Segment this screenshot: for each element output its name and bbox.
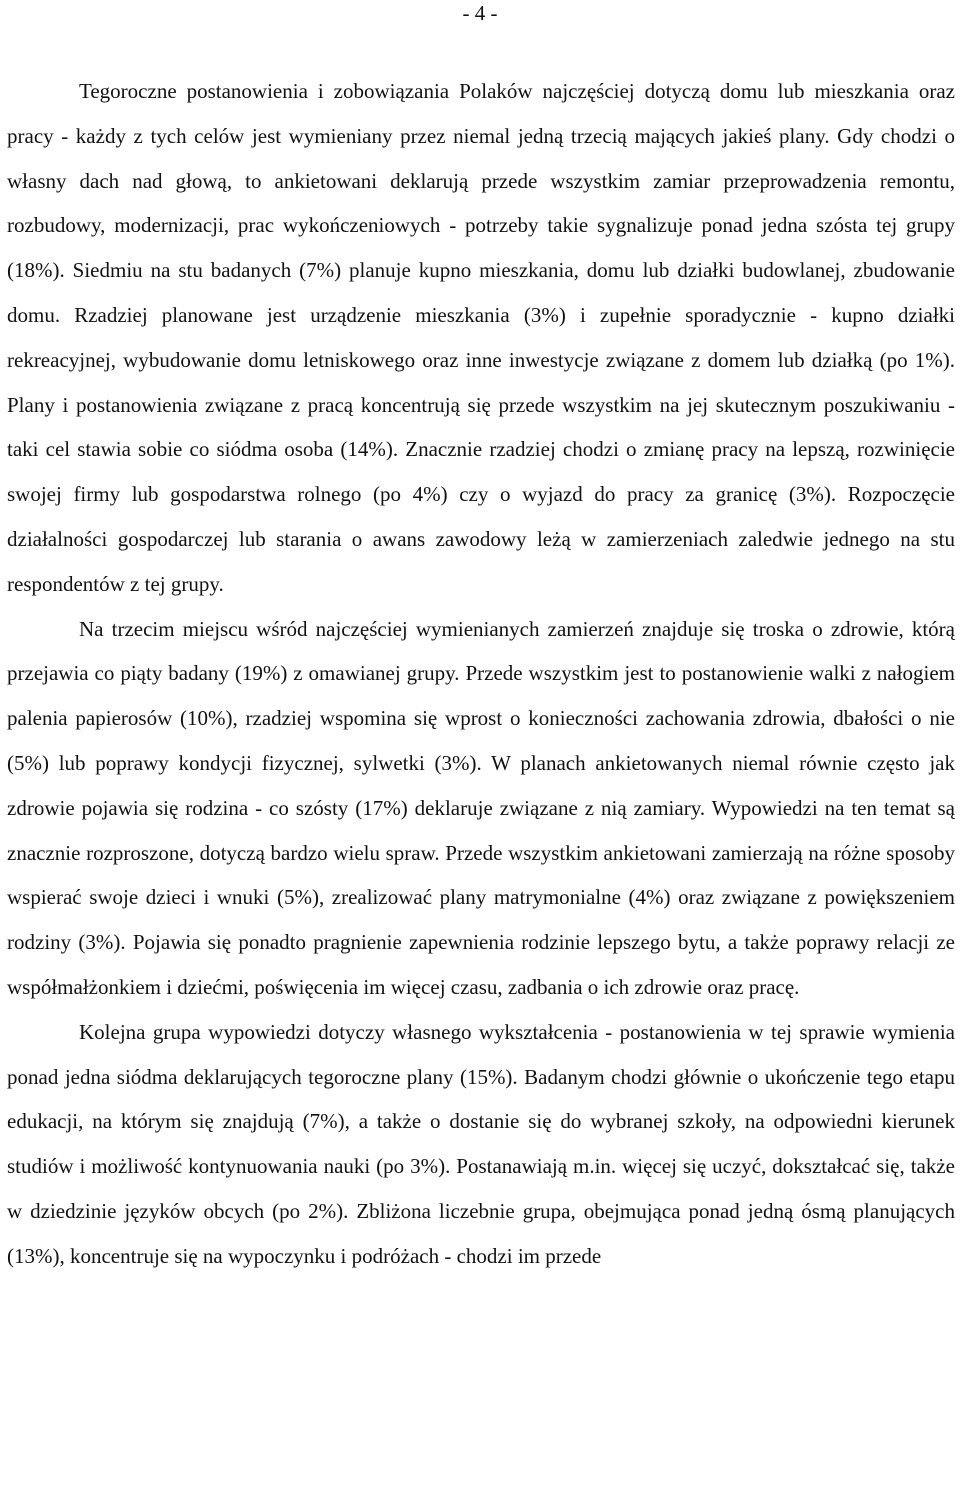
page-number: - 4 - — [462, 1, 498, 25]
paragraph-health-family: Na trzecim miejscu wśród najczęściej wymienianych zamierzeń znajduje się troska o zdrowie, którą przejawia co piąty badany (19%) z omawianej grupy. Przede wszystkim jest to postanowienie walki z nałogiem palenia papierosów (10%), rzadziej wspomina się wprost o konieczności zachowania zdrowia, dbałości o nie (5%) lub poprawy kondycji fizycznej, sylwetki (3%). W planach ankietowanych niemal równie często jak zdrowie pojawia się rodzina - co szósty (17%) deklaruje związane z nią zamiary. Wypowiedzi na ten temat są znacznie rozproszone, dotyczą bardzo wielu spraw. Przede wszystkim ankietowani zamierzają na różne sposoby wspierać swoje dzieci i wnuki (5%), zrealizować plany matrymonialne (4%) oraz związane z powiększeniem rodziny (3%). Pojawia się ponadto pragnienie zapewnienia rodzinie lepszego bytu, a także poprawy relacji ze współmałżonkiem i dziećmi, poświęcenia im więcej czasu, zadbania o ich zdrowie oraz pracę. — [7, 616, 955, 999]
paragraph-housing-work: Tegoroczne postanowienia i zobowiązania Polaków najczęściej dotyczą domu lub mieszkania oraz pracy - każdy z tych celów jest wymieniany przez niemal jedną trzecią mających jakieś plany. Gdy chodzi o własny dach nad głową, to ankietowani deklarują przede wszystkim zamiar przeprowadzenia remontu, rozbudowy, modernizacji, prac wykończeniowych - potrzeby takie sygnalizuje ponad jedna szósta tej grupy (18%). Siedmiu na stu badanych (7%) planuje kupno mieszkania, domu lub działki budowlanej, zbudowanie domu. Rzadziej planowane jest urządzenie mieszkania (3%) i zupełnie sporadycznie - kupno działki rekreacyjnej, wybudowanie domu letniskowego oraz inne inwestycje związane z domem lub działką (po 1%). Plany i postanowienia związane z pracą koncentrują się przede wszystkim na jej skutecznym poszukiwaniu - taki cel stawia sobie co siódma osoba (14%). Znacznie rzadziej chodzi o zmianę pracy na lepszą, rozwinięcie swojej firmy lub gospodarstwa rolnego (po 4%) czy o wyjazd do pracy za granicę (3%). Rozpoczęcie działalności gospodarczej lub starania o awans zawodowy leżą w zamierzeniach zaledwie jednego na stu respondentów z tej grupy. — [7, 79, 955, 596]
paragraph-education-leisure: Kolejna grupa wypowiedzi dotyczy własnego wykształcenia - postanowienia w tej sprawie wymienia ponad jedna siódma deklarujących tegoroczne plany (15%). Badanym chodzi głównie o ukończenie tego etapu edukacji, na którym się znajdują (7%), a także o dostanie się do wybranej szkoły, na odpowiedni kierunek studiów i możliwość kontynuowania nauki (po 3%). Postanawiają m.in. więcej się uczyć, dokształcać się, także w dziedzinie języków obcych (po 2%). Zbliżona liczebnie grupa, obejmująca ponad jedną ósmą planujących (13%), koncentruje się na wypoczynku i podróżach - chodzi im przede — [7, 1019, 955, 1268]
body-text — [7, 69, 955, 1279]
